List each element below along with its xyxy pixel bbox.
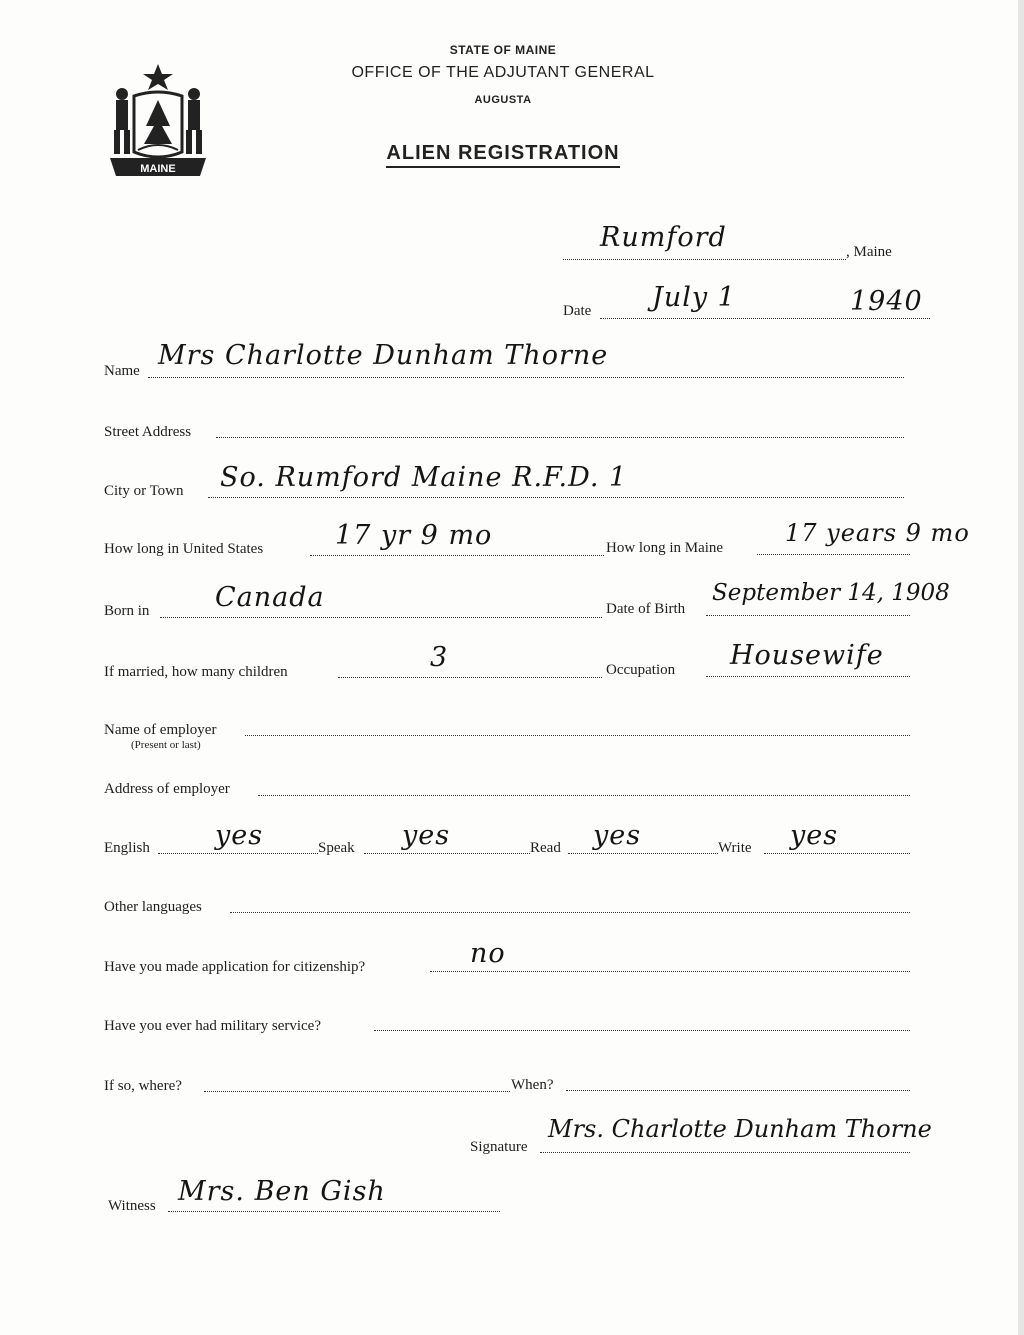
dob-label: Date of Birth [606, 601, 686, 617]
city-dotted-line [208, 497, 904, 498]
witness-dotted-line [168, 1211, 500, 1212]
signature-label: Signature [470, 1139, 528, 1155]
name-value: Mrs Charlotte Dunham Thorne [158, 340, 609, 371]
english-label: English [104, 840, 150, 856]
children-value: 3 [430, 642, 449, 673]
children-dotted-line [338, 677, 602, 678]
read-value: yes [593, 820, 642, 851]
citizenship-label: Have you made application for citizenship? [104, 959, 366, 975]
dob-dotted-line [706, 615, 910, 616]
employer-name-sublabel: (Present or last) [131, 739, 201, 751]
street-address-dotted-line [216, 437, 904, 438]
maine-duration-value: 17 years 9 mo [785, 519, 970, 547]
occupation-dotted-line [706, 676, 910, 677]
read-label: Read [530, 840, 561, 856]
other-languages-label: Other languages [104, 899, 202, 915]
state-heading: STATE OF MAINE [449, 43, 557, 57]
military-dotted-line [374, 1030, 910, 1031]
citizenship-value: no [470, 938, 506, 969]
date-value: July 1 [652, 282, 736, 313]
write-label: Write [718, 840, 752, 856]
where-label: If so, where? [104, 1078, 182, 1094]
name-label: Name [104, 363, 140, 379]
born-in-value: Canada [215, 582, 325, 613]
other-languages-dotted-line [230, 912, 910, 913]
date-label: Date [563, 303, 592, 319]
office-heading: OFFICE OF THE ADJUTANT GENERAL [351, 64, 655, 81]
read-dotted-line [568, 853, 718, 854]
date-dotted-line [600, 318, 930, 319]
employer-address-label: Address of employer [104, 781, 230, 797]
born-in-dotted-line [160, 617, 602, 618]
witness-label: Witness [108, 1198, 156, 1214]
us-duration-dotted-line [310, 555, 604, 556]
employer-name-label: Name of employer [104, 722, 217, 738]
write-dotted-line [764, 853, 910, 854]
when-label: When? [511, 1077, 554, 1093]
signature-dotted-line [540, 1152, 910, 1153]
maine-duration-dotted-line [757, 554, 910, 555]
occupation-value: Housewife [730, 640, 884, 671]
town-value: Rumford [600, 222, 727, 253]
city-value: So. Rumford Maine R.F.D. 1 [220, 462, 628, 493]
town-dotted-line [563, 259, 846, 260]
employer-address-dotted-line [258, 795, 910, 796]
maine-duration-label: How long in Maine [606, 540, 724, 556]
form-title-text: ALIEN REGISTRATION [386, 142, 619, 168]
scan-edge [1018, 0, 1024, 1335]
witness-value: Mrs. Ben Gish [178, 1176, 386, 1207]
english-dotted-line [158, 853, 318, 854]
occupation-label: Occupation [606, 662, 676, 678]
form-title [0, 142, 1006, 165]
citizenship-dotted-line [430, 971, 910, 972]
date-year-value: 1940 [850, 286, 923, 317]
speak-dotted-line [364, 853, 530, 854]
dob-value: September 14, 1908 [712, 580, 950, 606]
street-address-label: Street Address [104, 424, 192, 440]
english-value: yes [215, 820, 264, 851]
us-duration-value: 17 yr 9 mo [335, 520, 493, 551]
us-duration-label: How long in United States [104, 541, 264, 557]
when-dotted-line [566, 1090, 910, 1091]
military-label: Have you ever had military service? [104, 1018, 321, 1034]
speak-label: Speak [318, 840, 355, 856]
town-suffix: , Maine [846, 244, 892, 260]
employer-name-dotted-line [245, 735, 910, 736]
name-dotted-line [148, 377, 904, 378]
where-dotted-line [204, 1091, 510, 1092]
signature-value: Mrs. Charlotte Dunham Thorne [548, 1115, 932, 1143]
city-label: City or Town [104, 483, 184, 499]
speak-value: yes [402, 820, 451, 851]
city-heading: AUGUSTA [474, 94, 532, 106]
children-label: If married, how many children [104, 664, 288, 680]
seal-banner-text: MAINE [140, 163, 176, 175]
write-value: yes [790, 820, 839, 851]
born-in-label: Born in [104, 603, 150, 619]
